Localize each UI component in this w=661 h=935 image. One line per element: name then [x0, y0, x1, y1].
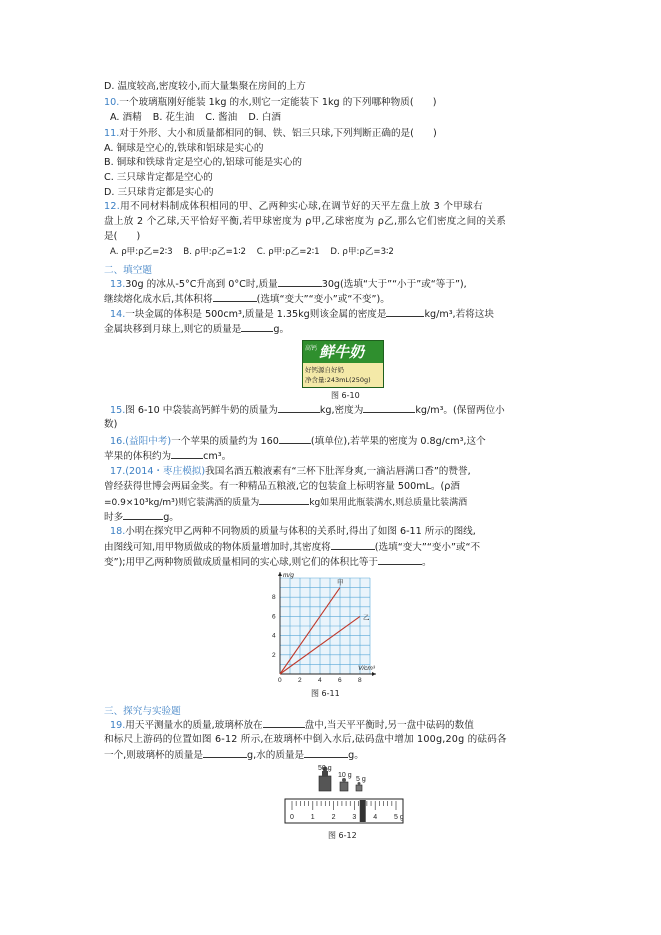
- q11-option-b: B. 铜球和铁球肯定是空心的,铝球可能是实心的: [104, 157, 303, 168]
- figure-6-12-weights: [300, 762, 390, 796]
- x-tick-label: 4: [318, 677, 322, 684]
- q18-line-3: 变”);用甲乙两种物质做成质量相同的实心球,则它们的体积比等于 。: [104, 557, 432, 568]
- q15-number: 15.: [110, 405, 126, 416]
- q12-number: 12.: [104, 201, 121, 212]
- q14-blank-1[interactable]: [386, 307, 424, 317]
- q19-blank-1[interactable]: [263, 718, 305, 728]
- q15-line-1: 15.图 6-10 中袋装高钙鲜牛奶的质量为 kg,密度为 kg/m³。(保留两位小: [110, 405, 505, 416]
- q12-option-b: B. ρ甲:ρ乙=1∶2: [183, 247, 247, 257]
- weight-50g-label: 50 g: [318, 765, 332, 772]
- q12-line-3: 是( ): [104, 231, 141, 242]
- y-tick-label: 8: [272, 594, 276, 602]
- q19-number: 19.: [110, 720, 126, 731]
- q14-number: 14.: [110, 309, 126, 320]
- x-tick-label: 6: [338, 677, 342, 684]
- milk-slogan: 好钙源自好奶: [305, 366, 344, 374]
- q10-stem: [104, 96, 564, 109]
- q10-number: 10.: [104, 97, 120, 108]
- y-tick-label: 4: [272, 632, 276, 640]
- milk-brand: 鲜牛奶: [319, 343, 365, 361]
- ruler-tick-label: 1: [310, 814, 315, 821]
- q11-option-d: D. 三只球肯定都是实心的: [104, 187, 214, 198]
- series-label-yi: 乙: [363, 614, 370, 622]
- q11-stem: [104, 127, 564, 140]
- q11-option-a: A. 铜球是空心的,铁球和铝球是实心的: [104, 143, 264, 154]
- q19-blank-2[interactable]: [203, 748, 247, 758]
- q17-line-2: 曾经获得世博会两届金奖。有一种精品五粮液,它的包装盒上标明容量 500mL。(ρ酒: [104, 481, 460, 492]
- q12-option-c: C. ρ甲:ρ乙=2∶1: [256, 247, 320, 257]
- ruler-tick-label: 3: [352, 814, 357, 821]
- weight-5g: [356, 782, 362, 791]
- milk-top-label: 高钙: [305, 345, 318, 352]
- q16-source: (益阳中考): [125, 436, 172, 447]
- q16-blank-2[interactable]: [171, 449, 203, 459]
- q11-number: 11.: [104, 128, 120, 139]
- milk-info-box: [303, 363, 383, 387]
- figure-6-11-caption: 图 6-11: [311, 689, 340, 698]
- x-tick-label: 8: [358, 677, 362, 684]
- q13-line-2: 继续熔化成水后,其体积将 (选填“变大”“变小”或“不变”)。: [104, 294, 390, 305]
- q15-blank-2[interactable]: [363, 403, 415, 413]
- x-axis-label: V/cm³: [358, 665, 375, 672]
- figure-6-10-caption: 图 6-10: [331, 391, 360, 400]
- q10-option-c: C. 酱油: [205, 112, 238, 123]
- q10-option-a: A. 酒精: [110, 112, 142, 123]
- q19-line-1: 19.用天平测量水的质量,玻璃杯放在 盘中,当天平平衡时,另一盘中砝码的数值: [110, 720, 474, 731]
- milk-package-image: [302, 340, 384, 388]
- q15-line-2: 数): [104, 419, 118, 430]
- ruler-tick-label: 4: [373, 814, 378, 821]
- y-tick-label: 2: [272, 651, 276, 659]
- q16-blank-1[interactable]: [279, 434, 311, 444]
- x-axis-arrow: [372, 672, 376, 676]
- x-tick-label: 2: [298, 677, 302, 684]
- q17-line-3: =0.9×10³kg/m³)则它装满酒的质量为 kg如果用此瓶装满水,则总质量比装满酒: [104, 495, 564, 510]
- q18-blank-2[interactable]: [378, 555, 422, 565]
- q11-option-c: C. 三只球肯定都是空心的: [104, 172, 213, 183]
- q14-line-2: 金属块移到月球上,则它的质量是 g。: [104, 324, 290, 335]
- q17-blank-2[interactable]: [123, 510, 163, 520]
- y-axis-arrow: [278, 572, 282, 576]
- q18-number: 18.: [110, 526, 126, 537]
- q13-line-1: 13.30g 的冰从-5°C升高到 0°C时,质量 30g(选填“大于”“小于”或“等于”),: [110, 279, 467, 290]
- q9-option-d: D. 温度较高,密度较小,而大量集聚在房间的上方: [104, 81, 306, 92]
- figure-6-12-caption: 图 6-12: [328, 831, 357, 840]
- milk-net-content: 净含量:243mL(250g): [305, 376, 371, 384]
- q17-blank-1[interactable]: [259, 495, 309, 505]
- q12-options: [110, 246, 570, 259]
- q19-blank-3[interactable]: [304, 748, 348, 758]
- ruler-tick-label: 5 g: [394, 814, 404, 821]
- q10-option-b: B. 花生油: [152, 112, 195, 123]
- q19-line-2: 和标尺上游码的位置如图 6-12 所示,在玻璃杯中倒入水后,砝码盘中增加 100g,20g 的砝码各: [104, 734, 507, 745]
- y-axis-label: m/g: [283, 572, 294, 579]
- q17-number: 17.: [110, 466, 126, 477]
- q15-blank-1[interactable]: [278, 403, 320, 413]
- y-tick-label: 6: [272, 613, 276, 621]
- q10-options: [110, 111, 570, 124]
- figure-6-12-ruler: [284, 797, 404, 825]
- q13-blank-2[interactable]: [213, 292, 257, 302]
- q18-line-2: 由图线可知,用甲物质做成的物体质量增加时,其密度将 (选填“变大”“变小”或“不: [104, 542, 481, 553]
- q12-option-d: D. ρ甲:ρ乙=3∶2: [330, 247, 394, 257]
- q18-line-1: 18.小明在探究甲乙两种不同物质的质量与体积的关系时,得出了如图 6-11 所示的图线,: [110, 526, 476, 537]
- q12-line-1: 12.用不同材料制成体积相同的甲、乙两种实心球,在调节好的天平左盘上放 3 个甲球右: [104, 201, 483, 212]
- series-label-jia: 甲: [337, 579, 344, 587]
- q16-number: 16.: [110, 436, 126, 447]
- q17-source: (2014・枣庄模拟): [125, 466, 206, 477]
- weight-10g-label: 10 g: [338, 772, 352, 779]
- ruler-rider: [360, 800, 366, 822]
- q17-line-1: 17.(2014・枣庄模拟)我国名酒五粮液素有“三杯下肚浑身爽,一滴沾唇满口香”的赞誉,: [110, 466, 471, 477]
- q11-text: 对于外形、大小和质量都相同的铜、铁、铝三只球,下列判断正确的是( ): [119, 128, 437, 139]
- weight-5g-label: 5 g: [356, 776, 366, 783]
- q19-line-3: 一个,则玻璃杯的质量是 g,水的质量是 g。: [104, 750, 364, 761]
- q12-line-2: 盘上放 2 个乙球,天平恰好平衡,若甲球密度为 ρ甲,乙球密度为 ρ乙,那么它们密度之间的关系: [104, 216, 507, 227]
- q16-line-1: 16.(益阳中考)一个苹果的质量约为 160 (填单位),若苹果的密度为 0.8g/cm³,这个: [110, 436, 486, 447]
- q14-blank-2[interactable]: [241, 322, 273, 332]
- weight-10g: [340, 778, 348, 791]
- ruler-tick-label: 0: [290, 814, 294, 821]
- section-experiment-heading: 三、探究与实验题: [104, 706, 181, 717]
- q16-line-2: 苹果的体积约为 cm³。: [104, 451, 232, 462]
- q13-number: 13.: [110, 279, 126, 290]
- ruler-body: [285, 799, 403, 823]
- q13-blank-1[interactable]: [278, 277, 322, 287]
- x-tick-label: 0: [278, 677, 282, 684]
- section-fill-in-heading: 二、填空题: [104, 265, 152, 276]
- figure-6-11-chart: [258, 566, 388, 684]
- q10-option-d: D. 白酒: [248, 112, 282, 123]
- q14-line-1: 14.一块金属的体积是 500cm³,质量是 1.35kg则该金属的密度是 kg/m³,若将这块: [110, 309, 494, 320]
- ruler-tick-label: 2: [331, 814, 336, 821]
- q10-text: 一个玻璃瓶刚好能装 1kg 的水,则它一定能装下 1kg 的下列哪种物质( ): [119, 97, 437, 108]
- q17-line-4: 时多 g。: [104, 512, 179, 523]
- q18-blank-1[interactable]: [331, 540, 375, 550]
- q12-option-a: A. ρ甲:ρ乙=2∶3: [110, 247, 173, 257]
